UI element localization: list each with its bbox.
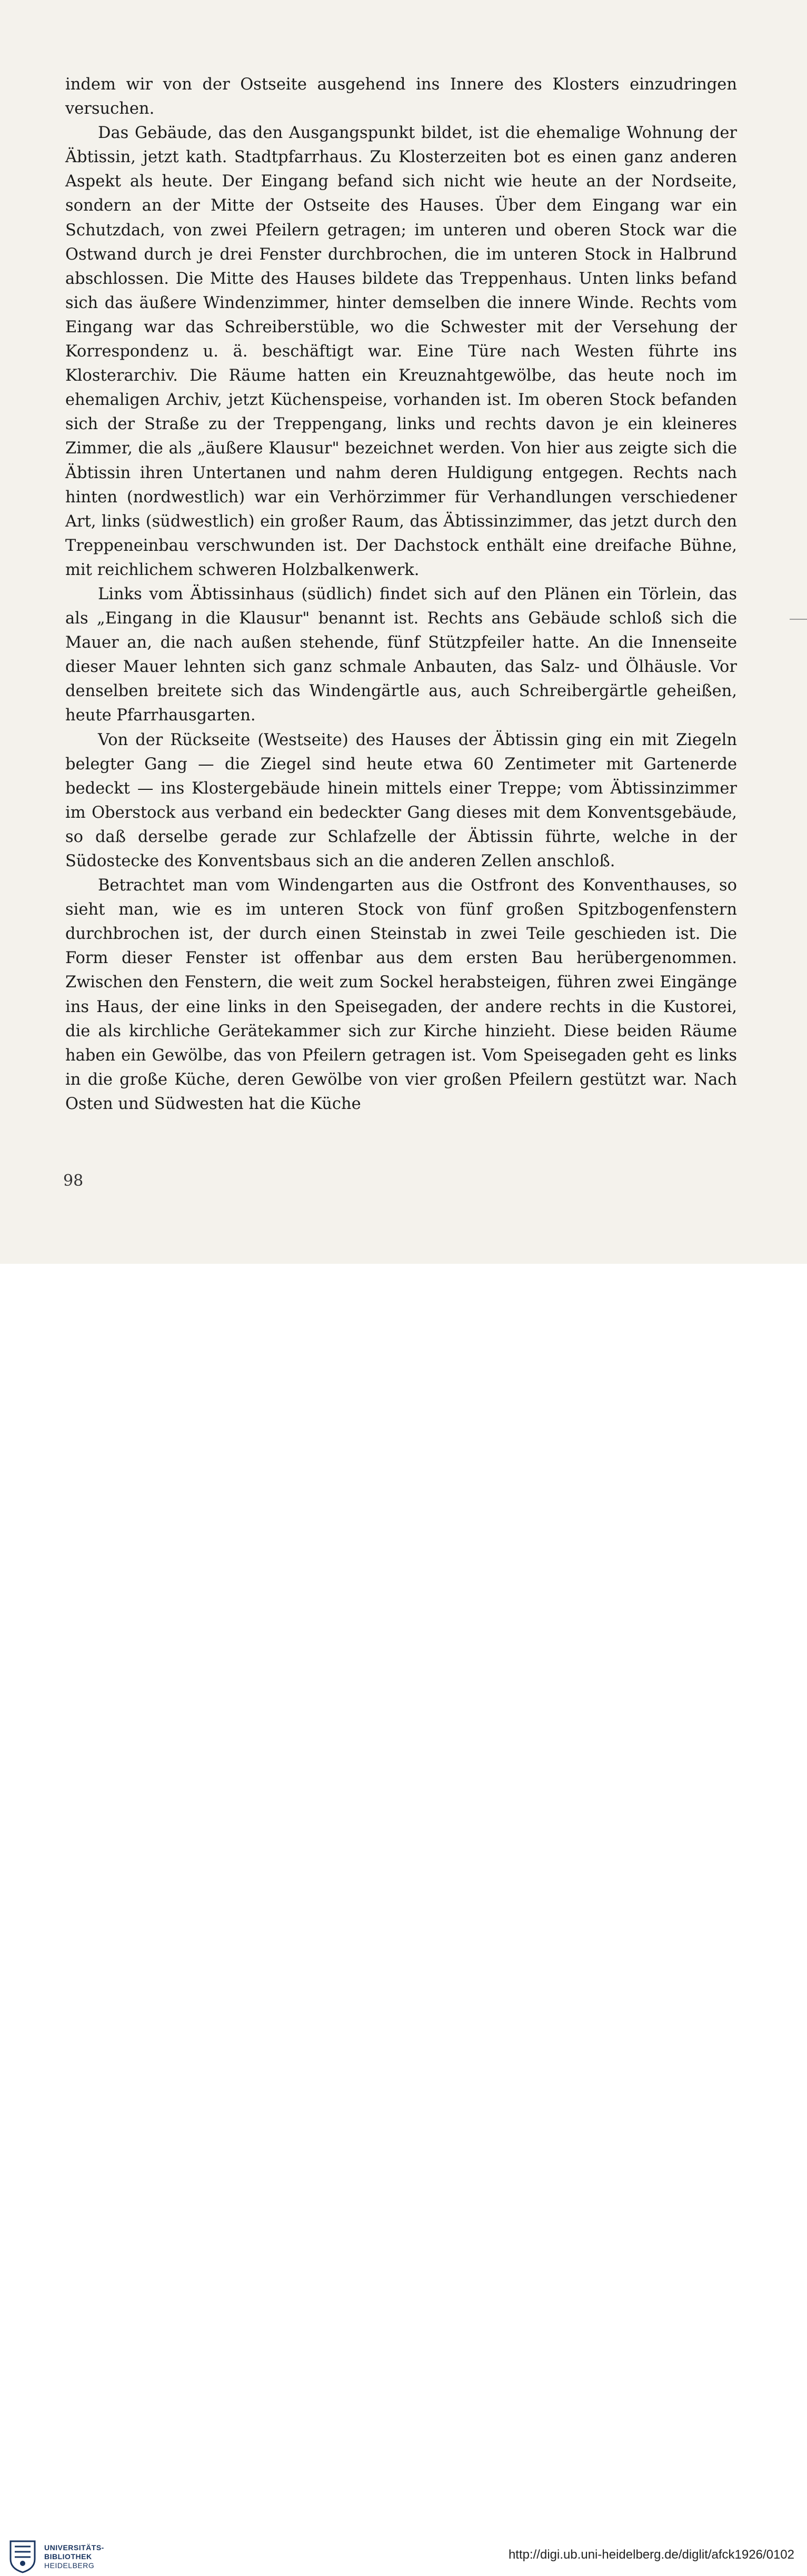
paragraph-continuation: indem wir von der Ostseite ausgehend ins Innere des Klosters einzudringen versuchen.: [65, 75, 737, 118]
paragraph-abbess-house: Das Gebäude, das den Ausgangspunkt bildet, ist die ehemalige Wohnung der Äbtissin, jetzt kath. Stadtpfarrhaus. Zu Klosterzeiten bot es einen ganz anderen Aspekt als heute. Der Eingang befand sich nicht wie heute an der Nordseite, sondern an der Mitte der Ostseite des Hauses. Über dem Eingang war ein Schutzdach, von zwei Pfeilern getragen; im unteren und oberen Stock war die Ostwand durch je drei Fenster durchbrochen, die im unteren Stock in Halbrund abschlossen. Die Mitte des Hauses bildete das Treppenhaus. Unten links befand sich das äußere Windenzimmer, hinter demselben die innere Winde. Rechts vom Eingang war das Schreiberstüble, wo die Schwester mit der Versehung der Korrespondenz u. ä. beschäftigt war. Eine Türe nach Westen führte ins Klosterarchiv. Die Räume hatten ein Kreuznahtgewölbe, das heute noch im ehemaligen Archiv, jetzt Küchenspeise, vorhanden ist. Im oberen Stock befanden sich der Straße zu der Treppengang, links und rechts davon je ein kleineres Zimmer, die als „äußere Klausur" bezeichnet werden. Von hier aus zeigte sich die Äbtissin ihren Untertanen und nahm deren Huldigung entgegen. Rechts nach hinten (nordwestlich) war ein Verhörzimmer für Verhandlungen verschiedener Art, links (südwestlich) ein großer Raum, das Äbtissinzimmer, das jetzt durch den Treppeneinbau verschwunden ist. Der Dachstock enthält eine dreifache Bühne, mit reichlichem schweren Holzbalkenwerk.: [65, 124, 737, 579]
scanned-page: [0, 0, 807, 1264]
library-name-line-3: HEIDELBERG: [44, 2561, 95, 2570]
university-seal-icon: [8, 2539, 37, 2574]
paragraph-east-front: Betrachtet man vom Windengarten aus die Ostfront des Konventhauses, so sieht man, wie es im unteren Stock von fünf großen Spitzbogenfenstern durchbrochen ist, der durch einen Steinstab in zwei Teile geschieden ist. Die Form dieser Fenster ist offenbar aus dem ersten Bau herübergenommen. Zwischen den Fenstern, die weit zum Sockel herabsteigen, führen zwei Eingänge ins Haus, der eine links in den Speisegaden, der andere rechts in die Kustorei, die als kirchliche Gerätekammer sich zur Kirche hinzieht. Diese beiden Räume haben ein Gewölbe, das von Pfeilern getragen ist. Vom Speisegaden geht es links in die große Küche, deren Gewölbe von vier großen Pfeilern gestützt war. Nach Osten und Südwesten hat die Küche: [65, 876, 737, 1113]
viewer-footer: [0, 1264, 807, 2570]
paragraph-enclosure-gate: Links vom Äbtissinhaus (südlich) findet sich auf den Plänen ein Törlein, das als „Eingang in die Klausur" benannt ist. Rechts ans Gebäude schloß sich die Mauer an, die nach außen stehende, fünf Stützpfeiler hatte. An die Innenseite dieser Mauer lehnten sich ganz schmale Anbauten, das Salz- und Ölhäusle. Vor denselben breitete sich das Windengärtle aus, auch Schreibergärtle geheißen, heute Pfarrhausgarten.: [65, 584, 737, 725]
library-name-line-1: UNIVERSITÄTS-: [44, 2543, 104, 2552]
scan-edge-mark: [790, 619, 807, 620]
source-url-link[interactable]: http://digi.ub.uni-heidelberg.de/diglit/afck1926/0102: [508, 2548, 794, 2562]
paragraph-rear-passage: Von der Rückseite (Westseite) des Hauses der Äbtissin ging ein mit Ziegeln belegter Gang — die Ziegel sind heute etwa 60 Zentimeter mit Gartenerde bedeckt — ins Klostergebäude hinein mittels einer Treppe; vom Äbtissinzimmer im Oberstock aus verband ein bedeckter Gang dieses mit dem Konventsgebäude, so daß derselbe gerade zur Schlafzelle der Äbtissin führte, welche in der Südostecke des Konventsbaus sich an die anderen Zellen anschloß.: [65, 730, 737, 870]
library-name: [44, 2543, 104, 2570]
body-text: [65, 73, 737, 1116]
page-number: 98: [63, 1172, 84, 1190]
library-name-line-2: BIBLIOTHEK: [44, 2552, 92, 2561]
